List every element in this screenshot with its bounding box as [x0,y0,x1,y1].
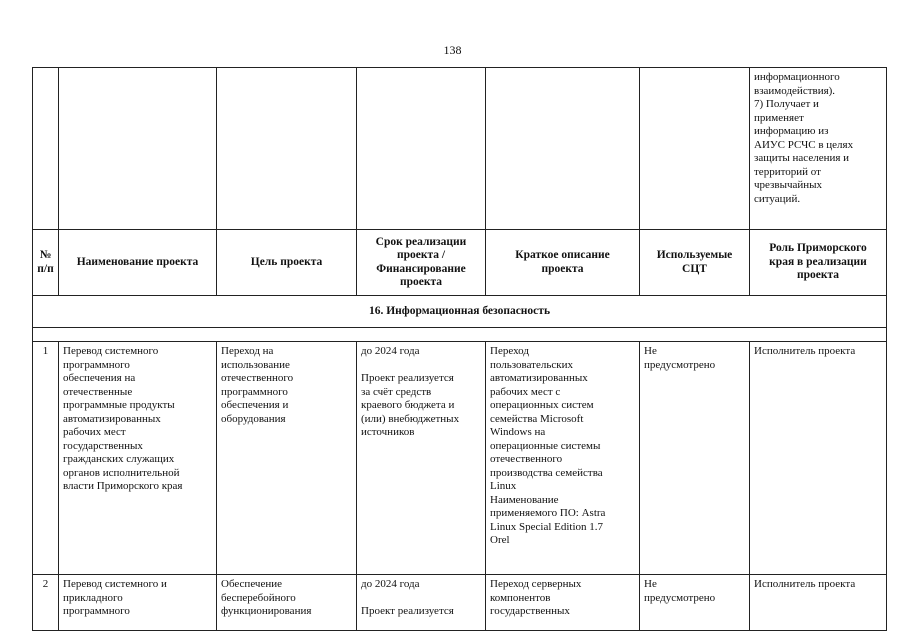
row-tech: Не предусмотрено [640,342,750,575]
table-row [33,575,887,631]
section-title: 16. Информационная безопасность [33,296,887,328]
spacer-cell [33,328,887,342]
page-number: 138 [443,43,462,57]
continuation-cell-term [357,68,486,230]
row-goal: Обеспечение бесперебойного функционирования [217,575,357,631]
spacer-row [33,328,887,342]
header-description: Краткое описание проекта [486,230,640,296]
header-name: Наименование проекта [59,230,217,296]
continuation-row [33,68,887,230]
continuation-cell-name [59,68,217,230]
row-description: Переход пользовательских автоматизированных рабочих мест с операционных систем семейства Microsoft Windows на операционные системы отечественного производства семейства Linux Наименование применяемого ПО: Astra Linux Special Edition 1.7 Orel [486,342,640,575]
table-row [33,342,887,575]
row-term: до 2024 года Проект реализуется [357,575,486,631]
row-num: 1 [33,342,59,575]
row-role: Исполнитель проекта [750,342,887,575]
continuation-cell-role: информационного взаимодействия). 7) Получает и применяет информацию из АИУС РСЧС в целях защиты населения и территорий от чрезвычайных ситуаций. [750,68,887,230]
continuation-cell-num [33,68,59,230]
table-header-row [33,230,887,296]
projects-table [32,67,887,631]
row-num: 2 [33,575,59,631]
row-tech: Не предусмотрено [640,575,750,631]
continuation-cell-tech [640,68,750,230]
header-role: Роль Приморского края в реализации проекта [750,230,887,296]
row-name: Перевод системного и прикладного программного [59,575,217,631]
continuation-cell-description [486,68,640,230]
continuation-cell-goal [217,68,357,230]
header-tech: Используемые СЦТ [640,230,750,296]
row-name: Перевод системного программного обеспечения на отечественные программные продукты автоматизированных рабочих мест государственных гражданских служащих органов исполнительной власти Приморского края [59,342,217,575]
row-description: Переход серверных компонентов государственных [486,575,640,631]
row-goal: Переход на использование отечественного программного обеспечения и оборудования [217,342,357,575]
header-num: № п/п [33,230,59,296]
header-goal: Цель проекта [217,230,357,296]
header-term: Срок реализации проекта / Финансирование проекта [357,230,486,296]
row-term: до 2024 года Проект реализуется за счёт средств краевого бюджета и (или) внебюджетных источников [357,342,486,575]
row-role: Исполнитель проекта [750,575,887,631]
section-row [33,296,887,328]
